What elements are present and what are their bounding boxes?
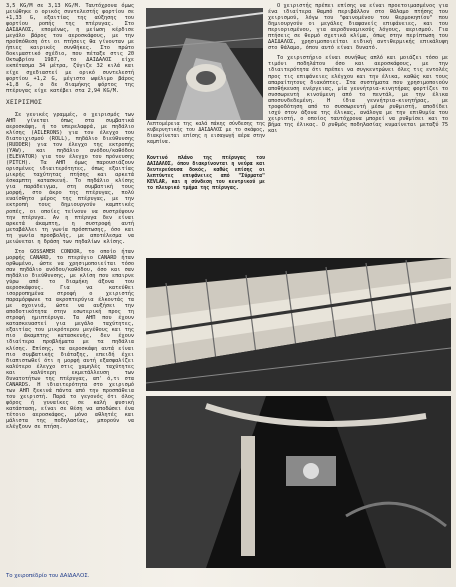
intro-paragraph: 3,5 KG/M σε 3,13 KG/M. Ταυτόχρονα όμως μειώθηκε ο ορικός συντελεστής φορτίου σε +1,33 G, εξαιτίας της αύξησης του φορτίου ροπής της πτέρυγας. Στο ΔΑΙΔΑΛΟΣ, επομένως, η μείωση κέρδισε μεγάλο βάρος του αεροσκάφους, με την προϋπόθεση ότι οι πτήσεις θα γίνονταν με ήπιες καιρικές συνθήκες. Στο πρώτο δοκιμαστικό σχέδιο, που πέταξε στις 20 Οκτωβρίου 1987, το ΔΑΙΔΑΛΟΣ είχε εκπέτασμα 34 μέτρα, ζύγιζε 32 κιλά και είχε σχεδιαστεί με ορικό συντελεστή φορτίου +1,2 G, μέγιστο ωφέλιμο βάρος +1,8 G, ο δε διαμήκης φόρτος της πτέρυγας είχε κατέβει στα 2,94 KG/M. [6, 3, 134, 94]
wing-structure-photo [146, 258, 451, 391]
body-paragraph: Το χειριστήριο είναι συνήθως απλό και μοιάζει τόσο με τιμόνι ποδηλάτου όσο και αεροσκάφους, με την ιδιαιτερότητα ότι πρέπει να συγκεντρώνει όλες τις εντολές προς τις επιφάνειες ελέγχου και την έλικα, καθώς και τους απαραίτητους διακόπτες. Στα συστήματα που χρησιμοποιούν αποθήκευση ενέργειας, μία γεννήτρια-κινητήρας φορτίζει το συσσωρευτή κινούμενη από το πεντάλ, με την έλικα αποσυνδεδεμένη. Η ίδια γεννήτρια-κινητήρας, με τροφοδότηση από το συσσωρευτή μέσω ρυθμιστή, αποδίδει ισχύ στον άξονα της έλικας, ανάλογα με την επιθυμία του χειριστή, ο οποίος ταυτόχρονα μπορεί να ρυθμίσει και το βήμα της έλικας. Ο ρυθμός ποδηλασίας κυμαίνεται μεταξύ 75 και [268, 55, 448, 134]
body-paragraph: Στο GOSSAMER CONDOR, το οποίο ήταν μορφής CANARD, το πτερύγιο CANARD ήταν ορθωμένο, ώστε να χρησιμοποιείται τόσο σαν πηδάλιο ανόδου/καθόδου, όσο και σαν πηδάλιο διεύθυνσης, με κλίση που επαιρνε γύρω από το διαμήκη άξονα του αεροσκάφους. Για να κατεύθει ισορροπημένα στροφή ο χειριστής παραμόρφωνε τα ακροπτερύγια έλκοντάς τα με σχοινιά, ώστε να αυξήσει την αποδοτικότητα στην εσωτερική προς τη στροφή ημιπτέρυγα. Τα ΑΗΠ που έχουν κατασκευαστεί για μεγάλο ταχύτητες, εξαιτίας του μικρότερου μεγέθους και της πιο άκαμπτης κατασκευής, δεν έχουν ιδιαίτερα προβλήματα με τα πηδάλια κλίσης. Επίσης, τα αεροσκάφη αυτά είναι πιο συμβατικής διάταξης, επειδή έχει διαπιστωθεί ότι η μορφή αυτή εξασφαλίζει καλύτερο έλεγχο στις χαμηλές ταχύτητες και καλύτερη εκμετάλλευση των δυνατοτήτων της πτέρυγας, απ' ό,τι στα CANARDS. Η ιδιαιτερότητα στο χειρισμό των ΑΗΠ ξεκινά πάντα από την προσπάθεια του χειριστή. Παρά το γεγονός ότι όλος φόρος ή γυναίκες σε καλή φυσική κατάσταση, είναι σε θέση να αποδώσει ένα τέτοιο αεροσκάφος, μόνο αθλητές και μάλιστα της ποδηλασίας, μπορούν να ελέγξουν σε πτήση. [6, 248, 134, 431]
bottom-photo-caption: Το χειροπέδρίο του ΔΑΙΔΑΛΟΣ. [6, 573, 90, 579]
right-text-column [268, 3, 448, 138]
middle-caption-column [147, 121, 265, 195]
control-stick-photo [146, 396, 451, 568]
left-text-column [6, 3, 134, 434]
body-paragraph: Ο χειριστής πρέπει επίσης να είναι προετοιμασμένος για ένα ιδιαίτερα θαμπό περιβάλλον στο θάλαμο πτήσης του χειρισμού, λόγω του "φαινομένου του θερμοκηπίου" που δημιουργούν οι μεγάλες διαφανείς επιφάνειες, και του περιορισμένου, για αεροδυναμικούς λόγους, αερισμού. Για πτήσεις σε θερμό σχετικά κλίμα, όπως στην περίπτωση του ΔΑΙΔΑΛΟΣ, χρησιμοποιείται ειδική αντιθερμικής επικάλυψη στο θάλαμο, όπου αυτό είναι δυνατό. [268, 3, 448, 52]
body-paragraph: Σε γενικές γραμμές, ο χειρισμός των ΑΗΠ γίνεται όπως στα συμβατικά αεροσκάφη, ή το υπερελαφρά, με πηδάλιο κλίσης (AILERONS) για τον έλεγχο του διατοιχισμού (ROLL), πηδάλιο διεύθυνσης (RUDDER) για τον έλεγχο της εκτροπής (YAW), και πηδάλιο ανόδου/καθόδου (ELEVATOR) για τον έλεγχο του πρόνευσης (PITCH). Τα ΑΗΠ όμως παρουσιάζουν ορισμένες ιδιαιτερότητες, όπως εξαιτίας μικρής ταχύτητας πτήσης και αρκετά έσκαμπτη κατασκευή. Το πηδάλιο κλίσης για παράδειγμα, στη συμβατική τους μορφή, στο άκρο της πτέρυγας, πολύ ευαίσθητο μέρος της πτέρυγας, με την εκτροπή τους δημιουργούν καμπτικές ροπές, οι οποίες τείνουν να συστρέψουν την πτέρυγα. Αν η πτέρυγα δεν είναι αρκετά άκαμπτη, η συστροφή αυτή μεταβάλλει τη γωνία πρόσπτωσης, όσο και τη γωνία προσβολής, με αποτέλεσμα να μειώνεται η δράση των πηδαλίων κλίσης. [6, 111, 134, 245]
section-heading: ΧΕΙΡΙΣΜΟΣ [6, 98, 43, 106]
cockpit-detail-photo [146, 8, 263, 120]
photo-caption: Λεπτομέρεια της καλά πάκης σύνδεσης της κυβερνητικής του ΔΑΙΔΑΛΟΣ με το σκάφος, διακρίνεται επίσης η εισαγωγή αέρα στην καμπίνα. [147, 121, 265, 145]
photo-caption: Κοντινό πλάνο της πτέρυγας του ΔΑΙΔΑΛΟΣ, όπου διακρίνονται η νεύρα και δευτερεύουσα δοκός, καθώς επίσης οι λεπτύντες επιφάνειες από "Σύρματα" KEVLAR, και η σύνδεση του κεντρικού με το πλευρικό τμήμα της πτέρυγας. [147, 155, 265, 191]
